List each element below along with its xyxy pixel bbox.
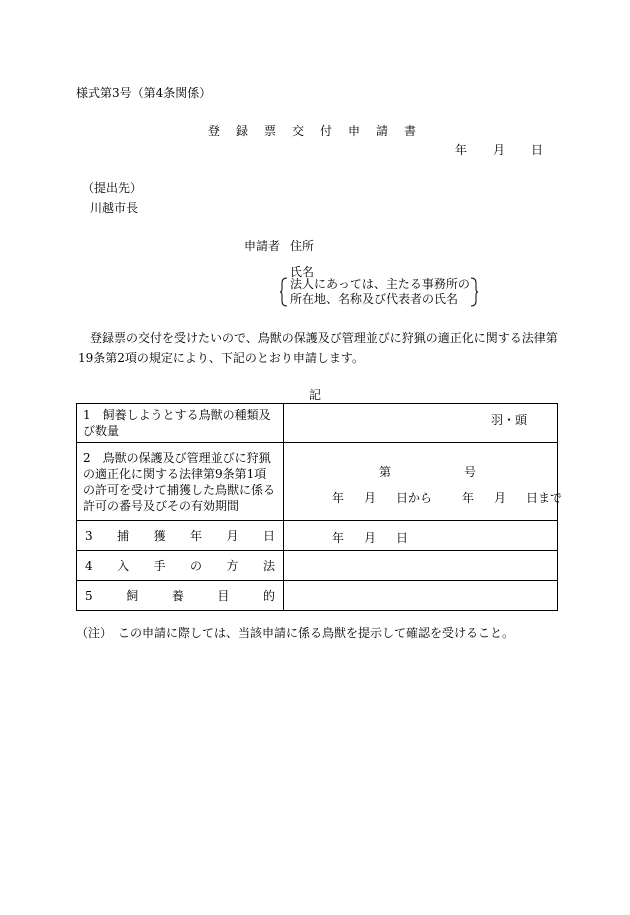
from-day: 日から xyxy=(396,491,433,505)
species-quantity-value[interactable] xyxy=(284,404,558,443)
table-row xyxy=(77,521,558,551)
table-row xyxy=(77,581,558,611)
label-char: 日 xyxy=(262,528,275,543)
permit-value[interactable] xyxy=(284,443,563,521)
right-brace-icon xyxy=(470,277,478,307)
label-char: 手 xyxy=(153,558,166,573)
ki-heading: 記 xyxy=(308,388,321,402)
to-day: 日まで xyxy=(526,491,563,505)
table-row xyxy=(77,551,558,581)
document-title: 登録票交付申請書 xyxy=(207,124,432,138)
table-row xyxy=(77,443,558,521)
acquisition-method-label xyxy=(77,551,284,581)
date-year: 年 xyxy=(455,143,468,157)
row-number: 4 xyxy=(85,558,93,573)
corporation-note-line1: 法人にあっては、主たる事務所の xyxy=(290,277,470,291)
label-char: 的 xyxy=(262,588,275,603)
label-char: の xyxy=(190,558,203,573)
to-year: 年 xyxy=(462,491,475,505)
row-number: 3 xyxy=(85,528,93,543)
form-number: 様式第3号（第4条関係） xyxy=(76,86,212,100)
applicant-label: 申請者 xyxy=(244,239,281,253)
from-month: 月 xyxy=(364,491,377,505)
capture-year: 年 xyxy=(332,531,345,545)
label-char: 方 xyxy=(226,558,239,573)
capture-day: 日 xyxy=(396,531,409,545)
items-table xyxy=(76,403,563,611)
purpose-value[interactable] xyxy=(284,581,558,611)
label-char: 養 xyxy=(171,588,184,603)
table-row xyxy=(77,404,558,443)
date-month: 月 xyxy=(493,143,506,157)
to-month: 月 xyxy=(494,491,507,505)
unit-label: 羽・頭 xyxy=(490,413,527,427)
left-brace-icon xyxy=(280,277,288,307)
label-char: 飼 xyxy=(126,588,139,603)
address-label: 住所 xyxy=(290,239,315,253)
label-char: 年 xyxy=(190,528,203,543)
capture-date-value[interactable] xyxy=(284,521,558,551)
purpose-label xyxy=(77,581,284,611)
corporation-note-line2: 所在地、名称及び代表者の氏名 xyxy=(290,292,459,306)
permit-dai: 第 xyxy=(379,465,392,479)
row-number: 5 xyxy=(85,588,93,603)
label-char: 法 xyxy=(262,558,275,573)
label-char: 目 xyxy=(217,588,230,603)
date-line xyxy=(455,141,543,158)
permit-label: 2 鳥獣の保護及び管理並びに狩猟の適正化に関する法律第9条第1項の許可を受けて捕獲した鳥獣に係る許可の番号及びその有効期間 xyxy=(77,443,284,521)
label-char: 獲 xyxy=(153,528,166,543)
acquisition-method-value[interactable] xyxy=(284,551,558,581)
name-label: 氏名 xyxy=(290,265,315,279)
species-quantity-label: 1 飼養しようとする鳥獣の種類及び数量 xyxy=(77,404,284,443)
date-day: 日 xyxy=(531,143,544,157)
capture-date-label xyxy=(77,521,284,551)
permit-go: 号 xyxy=(464,465,477,479)
label-char: 捕 xyxy=(117,528,130,543)
capture-month: 月 xyxy=(364,531,377,545)
from-year: 年 xyxy=(332,491,345,505)
label-char: 月 xyxy=(226,528,239,543)
footnote: （注） この申請に際しては、当該申請に係る鳥獣を提示して確認を受けること。 xyxy=(76,626,515,640)
label-char: 入 xyxy=(117,558,130,573)
body-text: 登録票の交付を受けたいので、鳥獣の保護及び管理並びに狩猟の適正化に関する法律第19条第2項の規定により、下記のとおり申請します。 xyxy=(78,331,558,365)
corporation-note xyxy=(280,277,478,307)
recipient-name: 川越市長 xyxy=(90,201,139,215)
submit-to-label: （提出先） xyxy=(82,181,143,195)
